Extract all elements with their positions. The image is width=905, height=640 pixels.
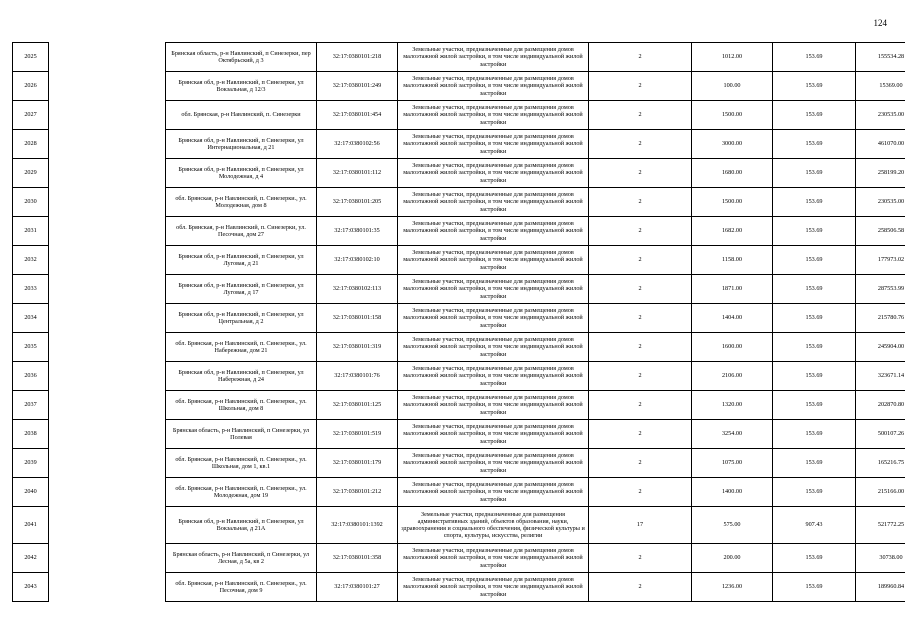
spacer-cell — [49, 304, 166, 333]
specific-value-cell: 153.69 — [773, 449, 856, 478]
specific-value-cell: 153.69 — [773, 217, 856, 246]
area-cell: 1500.00 — [692, 188, 773, 217]
land-use-cell: Земельные участки, предназначенные для размещения домов малоэтажной жилой застройки, в том числе индивидуальной жилой застройки — [398, 544, 589, 573]
table-row — [13, 362, 905, 391]
row-number: 2031 — [13, 217, 49, 246]
address-cell: обл. Брянская, р-н Навлинский, п. Синезерки., ул. Школьная, дом 8 — [166, 391, 317, 420]
specific-value-cell: 153.69 — [773, 573, 856, 602]
table-row — [13, 159, 905, 188]
cadastral-number-cell: 32:17:0380102:56 — [317, 130, 398, 159]
address-cell: Брянская обл, р-н Навлинский, п Синезерки, ул Вокзальная, д 21А — [166, 507, 317, 544]
land-use-cell: Земельные участки, предназначенные для размещения домов малоэтажной жилой застройки, в том числе индивидуальной жилой застройки — [398, 101, 589, 130]
cadastral-value-cell: 230535.00 — [856, 188, 905, 217]
address-cell: Брянская обл, р-н Навлинский, п Синезерки, ул Вокзальная, д 12/3 — [166, 72, 317, 101]
land-use-cell: Земельные участки, предназначенные для размещения домов малоэтажной жилой застройки, в том числе индивидуальной жилой застройки — [398, 43, 589, 72]
specific-value-cell: 153.69 — [773, 544, 856, 573]
table-row — [13, 544, 905, 573]
row-number: 2039 — [13, 449, 49, 478]
land-use-cell: Земельные участки, предназначенные для размещения домов малоэтажной жилой застройки, в том числе индивидуальной жилой застройки — [398, 159, 589, 188]
use-code-cell: 2 — [589, 188, 692, 217]
cadastral-number-cell: 32:17:0380101:319 — [317, 333, 398, 362]
specific-value-cell: 153.69 — [773, 72, 856, 101]
address-cell: Брянская обл, р-н Навлинский, п Синезерки, ул Интернациональная, д 21 — [166, 130, 317, 159]
area-cell: 3000.00 — [692, 130, 773, 159]
row-number: 2033 — [13, 275, 49, 304]
table-row — [13, 72, 905, 101]
land-use-cell: Земельные участки, предназначенные для размещения домов малоэтажной жилой застройки, в том числе индивидуальной жилой застройки — [398, 246, 589, 275]
cadastral-number-cell: 32:17:0380101:519 — [317, 420, 398, 449]
table-row — [13, 333, 905, 362]
table-row — [13, 420, 905, 449]
address-cell: Брянская обл, р-н Навлинский, п Синезерки, ул Набережная, д 24 — [166, 362, 317, 391]
area-cell: 2106.00 — [692, 362, 773, 391]
area-cell: 1680.00 — [692, 159, 773, 188]
use-code-cell: 2 — [589, 478, 692, 507]
spacer-cell — [49, 188, 166, 217]
table-row — [13, 304, 905, 333]
specific-value-cell: 153.69 — [773, 188, 856, 217]
land-use-cell: Земельные участки, предназначенные для размещения административных зданий, объектов образования, науки, здравоохранения и социального обеспечения, физической культуры и спорта, культуры, искусства, религии — [398, 507, 589, 544]
cadastral-number-cell: 32:17:0380101:205 — [317, 188, 398, 217]
specific-value-cell: 153.69 — [773, 159, 856, 188]
page-number: 124 — [873, 18, 887, 28]
row-number: 2042 — [13, 544, 49, 573]
table-row — [13, 449, 905, 478]
row-number: 2030 — [13, 188, 49, 217]
row-number: 2038 — [13, 420, 49, 449]
address-cell: обл. Брянская, р-н Навлинский, п. Синезерки — [166, 101, 317, 130]
table-row — [13, 101, 905, 130]
land-use-cell: Земельные участки, предназначенные для размещения домов малоэтажной жилой застройки, в том числе индивидуальной жилой застройки — [398, 449, 589, 478]
cadastral-value-cell: 500107.26 — [856, 420, 905, 449]
area-cell: 200.00 — [692, 544, 773, 573]
spacer-cell — [49, 217, 166, 246]
area-cell: 1400.00 — [692, 478, 773, 507]
table-row — [13, 130, 905, 159]
spacer-cell — [49, 246, 166, 275]
table-row — [13, 573, 905, 602]
address-cell: Брянская область, р-н Навлинский, п Синезерки, пер Октябрьский, д 3 — [166, 43, 317, 72]
address-cell: Брянская область, р-н Навлинский, п Синезерки, ул Лесная, д 5а, кв 2 — [166, 544, 317, 573]
area-cell: 1320.00 — [692, 391, 773, 420]
address-cell: обл. Брянская, р-н Навлинский, п. Синезерки., ул. Молодежная, дом 8 — [166, 188, 317, 217]
cadastral-number-cell: 32:17:0380102:10 — [317, 246, 398, 275]
spacer-cell — [49, 449, 166, 478]
specific-value-cell: 153.69 — [773, 101, 856, 130]
area-cell: 1404.00 — [692, 304, 773, 333]
spacer-cell — [49, 573, 166, 602]
spacer-cell — [49, 507, 166, 544]
use-code-cell: 2 — [589, 449, 692, 478]
area-cell: 3254.00 — [692, 420, 773, 449]
cadastral-value-cell: 258199.20 — [856, 159, 905, 188]
cadastral-number-cell: 32:17:0380101:1392 — [317, 507, 398, 544]
specific-value-cell: 153.69 — [773, 333, 856, 362]
cadastral-value-cell: 521772.25 — [856, 507, 905, 544]
land-use-cell: Земельные участки, предназначенные для размещения домов малоэтажной жилой застройки, в том числе индивидуальной жилой застройки — [398, 391, 589, 420]
use-code-cell: 2 — [589, 333, 692, 362]
cadastral-value-cell: 30738.00 — [856, 544, 905, 573]
specific-value-cell: 153.69 — [773, 391, 856, 420]
use-code-cell: 2 — [589, 43, 692, 72]
cadastral-value-cell: 461070.00 — [856, 130, 905, 159]
spacer-cell — [49, 544, 166, 573]
row-number: 2040 — [13, 478, 49, 507]
land-use-cell: Земельные участки, предназначенные для размещения домов малоэтажной жилой застройки, в том числе индивидуальной жилой застройки — [398, 333, 589, 362]
specific-value-cell: 153.69 — [773, 420, 856, 449]
cadastral-number-cell: 32:17:0380101:125 — [317, 391, 398, 420]
cadastral-number-cell: 32:17:0380101:454 — [317, 101, 398, 130]
row-number: 2028 — [13, 130, 49, 159]
cadastral-value-cell: 287553.99 — [856, 275, 905, 304]
cadastral-number-cell: 32:17:0380101:212 — [317, 478, 398, 507]
spacer-cell — [49, 72, 166, 101]
spacer-cell — [49, 362, 166, 391]
cadastral-number-cell: 32:17:0380101:27 — [317, 573, 398, 602]
row-number: 2035 — [13, 333, 49, 362]
row-number: 2034 — [13, 304, 49, 333]
cadastral-number-cell: 32:17:0380101:218 — [317, 43, 398, 72]
use-code-cell: 2 — [589, 130, 692, 159]
cadastral-number-cell: 32:17:0380101:158 — [317, 304, 398, 333]
use-code-cell: 17 — [589, 507, 692, 544]
cadastral-value-cell: 155534.28 — [856, 43, 905, 72]
table-row — [13, 188, 905, 217]
specific-value-cell: 153.69 — [773, 130, 856, 159]
area-cell: 1500.00 — [692, 101, 773, 130]
area-cell: 1600.00 — [692, 333, 773, 362]
land-use-cell: Земельные участки, предназначенные для размещения домов малоэтажной жилой застройки, в том числе индивидуальной жилой застройки — [398, 217, 589, 246]
address-cell: обл. Брянская, р-н Навлинский, п. Синезерки., ул. Молодежная, дом 19 — [166, 478, 317, 507]
specific-value-cell: 907.43 — [773, 507, 856, 544]
cadastral-number-cell: 32:17:0380101:112 — [317, 159, 398, 188]
cadastral-number-cell: 32:17:0380101:76 — [317, 362, 398, 391]
area-cell: 1158.00 — [692, 246, 773, 275]
address-cell: Брянская область, р-н Навлинский, п Синезерки, ул Полевая — [166, 420, 317, 449]
spacer-cell — [49, 478, 166, 507]
use-code-cell: 2 — [589, 391, 692, 420]
row-number: 2026 — [13, 72, 49, 101]
land-use-cell: Земельные участки, предназначенные для размещения домов малоэтажной жилой застройки, в том числе индивидуальной жилой застройки — [398, 275, 589, 304]
area-cell: 100.00 — [692, 72, 773, 101]
table-row — [13, 391, 905, 420]
use-code-cell: 2 — [589, 573, 692, 602]
cadastral-value-cell: 202870.80 — [856, 391, 905, 420]
land-use-cell: Земельные участки, предназначенные для размещения домов малоэтажной жилой застройки, в том числе индивидуальной жилой застройки — [398, 420, 589, 449]
address-cell: обл. Брянская, р-н Навлинский, п. Синезерки., ул. Набережная, дом 21 — [166, 333, 317, 362]
land-use-cell: Земельные участки, предназначенные для размещения домов малоэтажной жилой застройки, в том числе индивидуальной жилой застройки — [398, 362, 589, 391]
table-body — [13, 43, 905, 602]
cadastral-number-cell: 32:17:0380101:358 — [317, 544, 398, 573]
row-number: 2043 — [13, 573, 49, 602]
address-cell: Брянская обл, р-н Навлинский, п Синезерки, ул Центральная, д 2 — [166, 304, 317, 333]
spacer-cell — [49, 43, 166, 72]
land-parcels-table — [12, 42, 905, 602]
area-cell: 1682.00 — [692, 217, 773, 246]
spacer-cell — [49, 159, 166, 188]
specific-value-cell: 153.69 — [773, 246, 856, 275]
row-number: 2027 — [13, 101, 49, 130]
table-row — [13, 246, 905, 275]
cadastral-number-cell: 32:17:0380102:113 — [317, 275, 398, 304]
land-use-cell: Земельные участки, предназначенные для размещения домов малоэтажной жилой застройки, в том числе индивидуальной жилой застройки — [398, 130, 589, 159]
spacer-cell — [49, 101, 166, 130]
use-code-cell: 2 — [589, 217, 692, 246]
area-cell: 1075.00 — [692, 449, 773, 478]
spacer-cell — [49, 333, 166, 362]
specific-value-cell: 153.69 — [773, 275, 856, 304]
table-row — [13, 217, 905, 246]
spacer-cell — [49, 391, 166, 420]
table-row — [13, 507, 905, 544]
spacer-cell — [49, 420, 166, 449]
use-code-cell: 2 — [589, 304, 692, 333]
address-cell: обл. Брянская, р-н Навлинский, п. Синезерки., ул. Песочная, дом 9 — [166, 573, 317, 602]
cadastral-value-cell: 323671.14 — [856, 362, 905, 391]
land-use-cell: Земельные участки, предназначенные для размещения домов малоэтажной жилой застройки, в том числе индивидуальной жилой застройки — [398, 72, 589, 101]
use-code-cell: 2 — [589, 101, 692, 130]
area-cell: 575.00 — [692, 507, 773, 544]
cadastral-value-cell: 177973.02 — [856, 246, 905, 275]
cadastral-value-cell: 258506.58 — [856, 217, 905, 246]
use-code-cell: 2 — [589, 544, 692, 573]
use-code-cell: 2 — [589, 362, 692, 391]
specific-value-cell: 153.69 — [773, 478, 856, 507]
specific-value-cell: 153.69 — [773, 304, 856, 333]
address-cell: обл. Брянская, р-н Навлинский, п. Синезерки., ул. Школьная, дом 1, кв.1 — [166, 449, 317, 478]
land-use-cell: Земельные участки, предназначенные для размещения домов малоэтажной жилой застройки, в том числе индивидуальной жилой застройки — [398, 478, 589, 507]
use-code-cell: 2 — [589, 420, 692, 449]
land-use-cell: Земельные участки, предназначенные для размещения домов малоэтажной жилой застройки, в том числе индивидуальной жилой застройки — [398, 573, 589, 602]
cadastral-value-cell: 245904.00 — [856, 333, 905, 362]
use-code-cell: 2 — [589, 275, 692, 304]
area-cell: 1236.00 — [692, 573, 773, 602]
spacer-cell — [49, 130, 166, 159]
row-number: 2036 — [13, 362, 49, 391]
spacer-cell — [49, 275, 166, 304]
cadastral-value-cell: 15369.00 — [856, 72, 905, 101]
row-number: 2037 — [13, 391, 49, 420]
table-row — [13, 43, 905, 72]
land-use-cell: Земельные участки, предназначенные для размещения домов малоэтажной жилой застройки, в том числе индивидуальной жилой застройки — [398, 188, 589, 217]
cadastral-number-cell: 32:17:0380101:249 — [317, 72, 398, 101]
cadastral-number-cell: 32:17:0380101:35 — [317, 217, 398, 246]
row-number: 2041 — [13, 507, 49, 544]
cadastral-value-cell: 215780.76 — [856, 304, 905, 333]
specific-value-cell: 153.69 — [773, 362, 856, 391]
table-row — [13, 275, 905, 304]
cadastral-value-cell: 165216.75 — [856, 449, 905, 478]
cadastral-number-cell: 32:17:0380101:179 — [317, 449, 398, 478]
specific-value-cell: 153.69 — [773, 43, 856, 72]
land-use-cell: Земельные участки, предназначенные для размещения домов малоэтажной жилой застройки, в том числе индивидуальной жилой застройки — [398, 304, 589, 333]
row-number: 2025 — [13, 43, 49, 72]
row-number: 2029 — [13, 159, 49, 188]
table-row — [13, 478, 905, 507]
address-cell: Брянская обл, р-н Навлинский, п Синезерки, ул Молодежная, д 4 — [166, 159, 317, 188]
address-cell: обл. Брянская, р-н Навлинский, п. Синезерки, ул. Песочная, дом 27 — [166, 217, 317, 246]
use-code-cell: 2 — [589, 159, 692, 188]
use-code-cell: 2 — [589, 246, 692, 275]
cadastral-value-cell: 230535.00 — [856, 101, 905, 130]
area-cell: 1012.00 — [692, 43, 773, 72]
use-code-cell: 2 — [589, 72, 692, 101]
cadastral-value-cell: 215166.00 — [856, 478, 905, 507]
cadastral-value-cell: 189960.84 — [856, 573, 905, 602]
address-cell: Брянская обл, р-н Навлинский, п Синезерки, ул Луговая, д 21 — [166, 246, 317, 275]
address-cell: Брянская обл, р-н Навлинский, п Синезерки, ул Луговая, д 17 — [166, 275, 317, 304]
row-number: 2032 — [13, 246, 49, 275]
area-cell: 1871.00 — [692, 275, 773, 304]
